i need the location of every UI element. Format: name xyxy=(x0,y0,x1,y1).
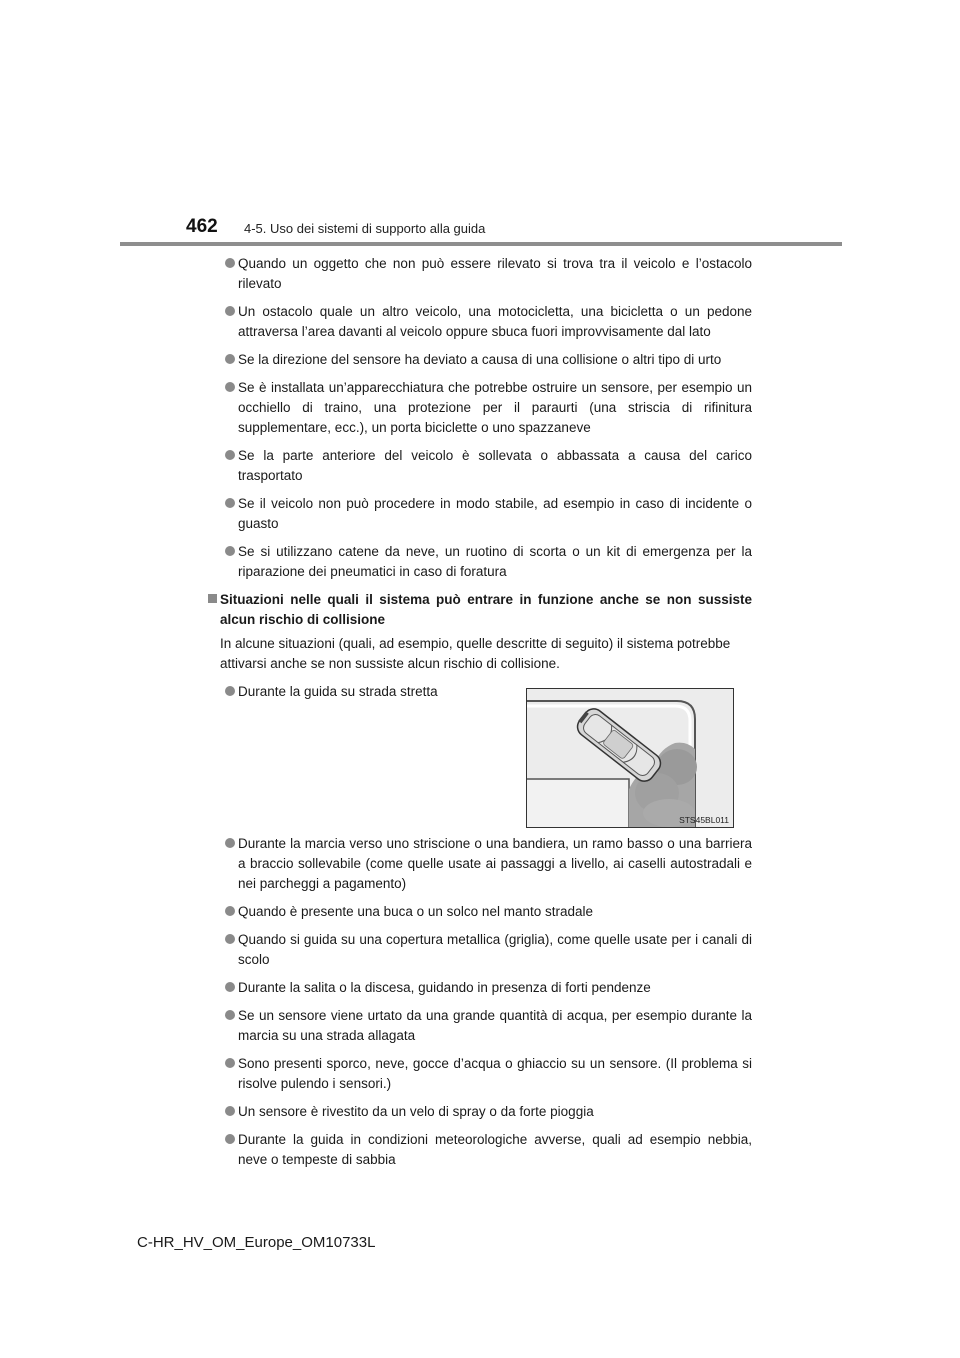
bullet-dot-icon xyxy=(225,382,235,392)
subsection-title: Situazioni nelle quali il sistema può entrare in funzione anche se non sussiste alcun rischio di collisione xyxy=(220,592,752,627)
bullet-dot-icon xyxy=(225,982,235,992)
list-item xyxy=(208,1006,752,1046)
bullet-list-bottom xyxy=(208,834,752,1170)
list-item-text: Se un sensore viene urtato da una grande quantità di acqua, per esempio durante la marcia su una strada allagata xyxy=(238,1008,752,1043)
list-item-text: Sono presenti sporco, neve, gocce d’acqua o ghiaccio su un sensore. (Il problema si risolve pulendo i sensori.) xyxy=(238,1056,752,1091)
list-item xyxy=(208,350,752,370)
list-item-text: Un sensore è rivestito da un velo di spray o da forte pioggia xyxy=(238,1104,594,1119)
list-item-text: Durante la guida in condizioni meteorologiche avverse, quali ad esempio nebbia, neve o tempeste di sabbia xyxy=(238,1132,752,1167)
bullet-dot-icon xyxy=(225,838,235,848)
list-item-text: Quando un oggetto che non può essere rilevato si trova tra il veicolo e l’ostacolo rilevato xyxy=(238,256,752,291)
list-item xyxy=(208,834,752,894)
list-item-text: Se si utilizzano catene da neve, un ruotino di scorta o un kit di emergenza per la riparazione dei pneumatici in caso di foratura xyxy=(238,544,752,579)
bullet-dot-icon xyxy=(225,686,235,696)
list-item xyxy=(208,682,498,702)
list-item xyxy=(208,302,752,342)
list-item-text: Durante la salita o la discesa, guidando in presenza di forti pendenze xyxy=(238,980,651,995)
subsection-intro: In alcune situazioni (quali, ad esempio, quelle descritte di seguito) il sistema potrebbe attivarsi anche se non sussiste alcun rischio di collisione. xyxy=(220,636,731,671)
square-bullet-icon xyxy=(208,594,217,603)
subsection-heading xyxy=(208,590,752,630)
list-item-text: Durante la guida su strada stretta xyxy=(238,684,438,699)
bullet-dot-icon xyxy=(225,1134,235,1144)
list-item-text: Se la parte anteriore del veicolo è sollevata o abbassata a causa del carico trasportato xyxy=(238,448,752,483)
list-item-text: Quando è presente una buca o un solco nel manto stradale xyxy=(238,904,593,919)
figure-code: STS45BL011 xyxy=(679,815,729,825)
list-item-text: Se è installata un’apparecchiatura che potrebbe ostruire un sensore, per esempio un occhiello di traino, una protezione per il paraurti (una striscia di rifinitura supplementare, ecc.), un porta biciclette o uno spazzaneve xyxy=(238,380,752,435)
list-item xyxy=(208,446,752,486)
bullet-dot-icon xyxy=(225,258,235,268)
list-item xyxy=(208,494,752,534)
bullet-list-top xyxy=(208,254,752,582)
list-item xyxy=(208,930,752,970)
list-item xyxy=(208,1130,752,1170)
bullet-dot-icon xyxy=(225,450,235,460)
page-number: 462 xyxy=(186,216,218,237)
bullet-dot-icon xyxy=(225,546,235,556)
document-id-footer: C-HR_HV_OM_Europe_OM10733L xyxy=(137,1234,376,1251)
list-item xyxy=(208,902,752,922)
list-item-text: Se il veicolo non può procedere in modo stabile, ad esempio in caso di incidente o guasto xyxy=(238,496,752,531)
bullet-dot-icon xyxy=(225,1010,235,1020)
list-item-text: Durante la marcia verso uno striscione o una bandiera, un ramo basso o una barriera a braccio sollevabile (come quelle usate ai passaggi a livello, ai caselli autostradali e nei parcheggi a pagamento) xyxy=(238,836,752,891)
list-item-text: Un ostacolo quale un altro veicolo, una motocicletta, una bicicletta o un pedone attraversa l’area davanti al veicolo oppure sbuca fuori improvvisamente dal lato xyxy=(238,304,752,339)
bullet-dot-icon xyxy=(225,306,235,316)
bullet-dot-icon xyxy=(225,1058,235,1068)
bullet-dot-icon xyxy=(225,354,235,364)
list-item-text: Quando si guida su una copertura metallica (griglia), come quelle usate per i canali di scolo xyxy=(238,932,752,967)
list-item xyxy=(208,1054,752,1094)
bullet-dot-icon xyxy=(225,906,235,916)
bullet-dot-icon xyxy=(225,934,235,944)
list-item xyxy=(208,378,752,438)
bullet-dot-icon xyxy=(225,1106,235,1116)
narrow-road-drawing xyxy=(527,689,733,827)
page-content xyxy=(208,254,752,1178)
header-rule xyxy=(120,242,842,246)
narrow-road-illustration xyxy=(526,688,734,828)
bullet-dot-icon xyxy=(225,498,235,508)
list-item xyxy=(208,978,752,998)
section-title: 4-5. Uso dei sistemi di supporto alla guida xyxy=(244,221,486,236)
list-item xyxy=(208,254,752,294)
figure-row xyxy=(208,682,752,828)
list-item-text: Se la direzione del sensore ha deviato a causa di una collisione o altri tipo di urto xyxy=(238,352,722,367)
list-item xyxy=(208,1102,752,1122)
list-item xyxy=(208,542,752,582)
